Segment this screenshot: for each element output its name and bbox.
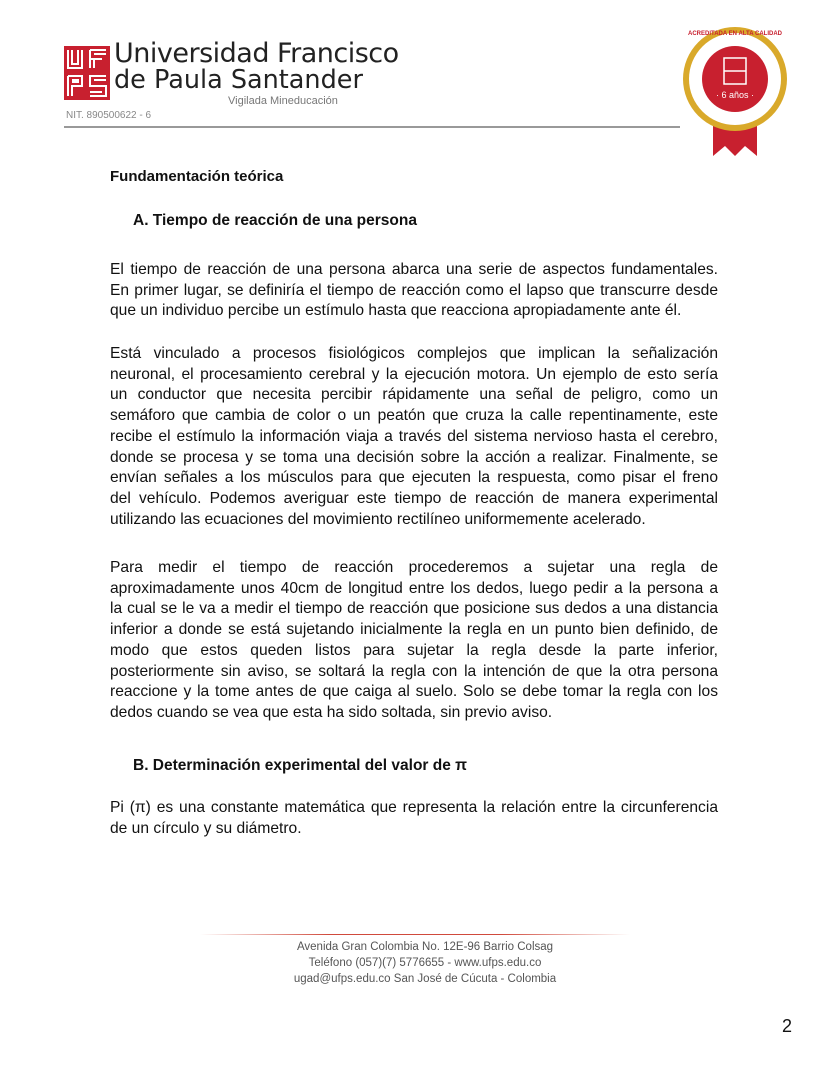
paragraph-line: donde se procesa y se toma una decisión sobre la acción a realizar. Finalmente, se bbox=[110, 448, 718, 466]
paragraph-line: la cual se le va a medir el tiempo de reacción que posicione sus dedos a una distancia bbox=[110, 600, 718, 618]
paragraph-line: semáforo que cambia de color o un peatón que cruza la calle repentinamente, este bbox=[110, 407, 718, 425]
paragraph-line: un conductor que necesita percibir rápidamente una señal de peligro, como un bbox=[110, 386, 718, 404]
paragraph-line: Para medir el tiempo de reacción procederemos a sujetar una regla de bbox=[110, 559, 718, 576]
paragraph-line: modo que estos queden listos para sujetar la regla desde la parte inferior, bbox=[110, 641, 718, 659]
paragraph-1 bbox=[110, 260, 718, 322]
paragraph-line: utilizando las ecuaciones del movimiento rectilíneo uniformemente acelerado. bbox=[110, 510, 646, 528]
heading-b: B. Determinación experimental del valor de π bbox=[133, 757, 468, 774]
paragraph-line: Está vinculado a procesos fisiológicos complejos que implican la señalización bbox=[110, 345, 718, 362]
paragraph-line: reaccione y la tome antes de que caiga al suelo. Solo se debe tomar la regla con los bbox=[110, 683, 718, 701]
page-number: 2 bbox=[782, 1016, 793, 1036]
footer-divider bbox=[200, 934, 630, 935]
section-title: Fundamentación teórica bbox=[110, 168, 284, 185]
paragraph-line: de un círculo y su diámetro. bbox=[110, 819, 302, 837]
footer-phone: Teléfono (057)(7) 5776655 - www.ufps.edu.co bbox=[308, 957, 542, 969]
paragraph-line: inferior a donde se está sujetando inicialmente la regla en un punto bien definido, de bbox=[110, 621, 718, 639]
footer-email: ugad@ufps.edu.co San José de Cúcuta - Colombia bbox=[293, 973, 557, 985]
paragraph-line: posteriormente sin aviso, se soltará la regla con la intención de que la otra persona bbox=[110, 662, 718, 680]
ufps-logo-mark bbox=[64, 46, 110, 100]
accreditation-seal bbox=[680, 24, 790, 159]
paragraph-line: recibe el estímulo la información viaja a través del sistema nervioso hasta el cerebro, bbox=[110, 427, 718, 445]
university-name-line2: de Paula Santander bbox=[114, 65, 363, 95]
university-name-line1: Universidad Francisco bbox=[114, 38, 399, 69]
paragraph-line: En primer lugar, se definiría el tiempo de reacción como el lapso que transcurre desde bbox=[110, 281, 718, 299]
paragraph-2 bbox=[110, 344, 718, 530]
paragraph-line: envían señales a los músculos para que ejecuten la respuesta, como pisar el freno bbox=[110, 469, 718, 487]
paragraph-line: dedos cuando se vea que esta ha sido soltada, sin previo aviso. bbox=[110, 703, 553, 721]
paragraph-line: El tiempo de reacción de una persona abarca una serie de aspectos fundamentales. bbox=[110, 261, 718, 278]
paragraph-3 bbox=[110, 558, 718, 724]
seal-years: · 6 años · bbox=[715, 90, 755, 100]
paragraph-line: aproximadamente unos 40cm de longitud entre los dedos, luego pedir a la persona a bbox=[110, 579, 718, 597]
vigilada-text: Vigilada Mineducación bbox=[228, 95, 338, 107]
paragraph-line: neuronal, el procesamiento cerebral y la ejecución motora. Un ejemplo de esto sería bbox=[110, 365, 718, 383]
seal-text: ACREDITADA EN ALTA CALIDAD bbox=[688, 31, 782, 37]
paragraph-line: del vehículo. Podemos averiguar este tiempo de reacción de manera experimental bbox=[110, 489, 718, 507]
heading-a: A. Tiempo de reacción de una persona bbox=[133, 212, 417, 229]
footer-address: Avenida Gran Colombia No. 12E-96 Barrio Colsag bbox=[296, 941, 554, 953]
header-divider bbox=[64, 126, 680, 128]
paragraph-4 bbox=[110, 798, 718, 839]
footer-contact bbox=[200, 939, 650, 987]
paragraph-line: Pi (π) es una constante matemática que representa la relación entre la circunferencia bbox=[110, 799, 718, 816]
paragraph-line: que un individuo percibe un estímulo hasta que reacciona apropiadamente ante él. bbox=[110, 302, 682, 320]
nit-text: NIT. 890500622 - 6 bbox=[66, 110, 152, 121]
